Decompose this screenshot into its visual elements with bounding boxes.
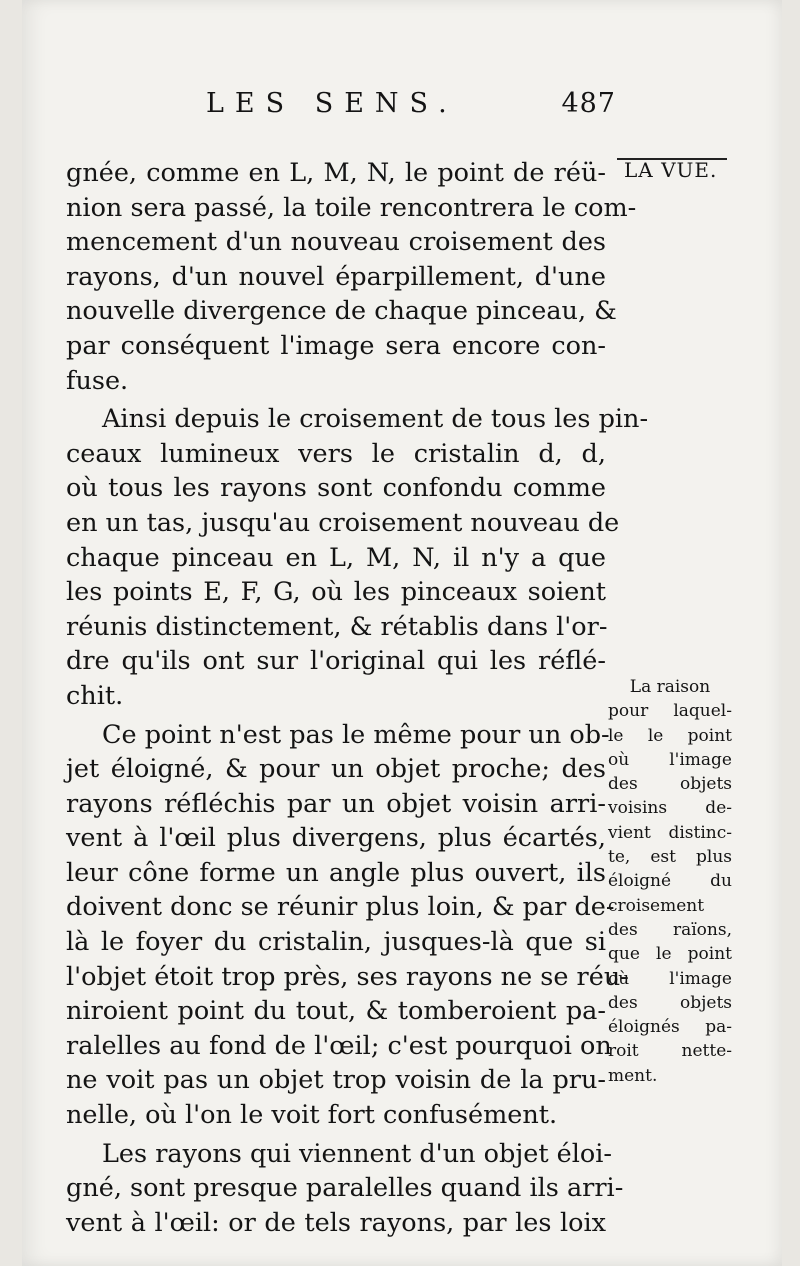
text-line: ne voit pas un objet trop voisin de la pru- (66, 1065, 606, 1096)
margin-note-line: le le point (608, 725, 732, 746)
main-text (66, 156, 649, 1240)
text-line: leur cône forme un angle plus ouvert, ils (66, 857, 606, 888)
text-line: ceaux lumineux vers le cristalin d, d, (66, 438, 606, 469)
text-line: Ainsi depuis le croisement de tous les pin- (102, 404, 649, 435)
margin-note-line: éloigné du (608, 871, 732, 892)
margin-note-line: ment. (608, 1065, 658, 1086)
text-line: dre qu'ils ont sur l'original qui les réflé- (66, 646, 606, 677)
text-line: gnée, comme en L, M, N, le point de réü- (66, 158, 606, 188)
text-line: nouvelle divergence de chaque pinceau, & (66, 296, 617, 327)
text-line: l'objet étoit trop près, ses rayons ne se réu- (66, 961, 629, 992)
page-number: 487 (561, 88, 616, 119)
text-line: nion sera passé, la toile rencontrera le com- (66, 192, 637, 223)
text-line: Les rayons qui viennent d'un objet éloi- (102, 1138, 613, 1169)
text-line: mencement d'un nouveau croisement des (66, 227, 606, 258)
margin-note-line: voisins de- (608, 798, 732, 819)
margin-note-line: des objets (608, 774, 732, 795)
text-line: là le foyer du cristalin, jusques-là que si (66, 927, 606, 958)
margin-note-line: vient distinc- (608, 822, 732, 843)
text-line: en un tas, jusqu'au croisement nouveau de (66, 507, 620, 538)
text-line: niroient point du tout, & tomberoient pa- (66, 996, 606, 1027)
text-line: jet éloigné, & pour un objet proche; des (66, 754, 606, 785)
margin-note-line: des objets (608, 992, 732, 1013)
text-line: nelle, où l'on le voit fort confusément. (66, 1100, 558, 1131)
text-line: chaque pinceau en L, M, N, il n'y a que (66, 542, 606, 573)
text-line: où tous les rayons sont confondu comme (66, 473, 606, 504)
margin-note-line: La raison (629, 677, 711, 697)
text-line: vent à l'œil: or de tels rayons, par les loix (66, 1207, 606, 1238)
text-line: doivent donc se réunir plus loin, & par de- (66, 892, 615, 923)
text-line: réunis distinctement, & rétablis dans l'or- (66, 611, 608, 642)
text-line: fuse. (66, 365, 129, 396)
margin-note-line: te, est plus (608, 847, 732, 868)
margin-note-line: des raïons, (608, 919, 732, 940)
margin-note-line: pour laquel- (608, 701, 732, 722)
page-header (206, 88, 616, 128)
text-line: rayons, d'un nouvel éparpillement, d'une (66, 261, 606, 292)
text-line: les points E, F, G, où les pinceaux soient (66, 577, 606, 608)
margin-note-line: croisement (608, 895, 705, 916)
text-line: chit. (66, 680, 124, 711)
margin-heading: LA VUE. (624, 158, 718, 182)
text-line: gné, sont presque paralelles quand ils arri- (66, 1173, 624, 1204)
margin-note (608, 675, 732, 1088)
margin-note-line: roit nette- (608, 1041, 732, 1062)
margin-note-line: où l'image (608, 968, 732, 989)
text-line: par conséquent l'image sera encore con- (66, 330, 606, 361)
text-line: ralelles au fond de l'œil; c'est pourquoi on (66, 1030, 612, 1061)
margin-note-line: où l'image (608, 749, 732, 770)
text-line: vent à l'œil plus divergens, plus écartés, (66, 823, 606, 854)
margin-note-line: que le point (608, 944, 732, 965)
margin-note-line: éloignés pa- (608, 1017, 732, 1038)
text-line: rayons réfléchis par un objet voisin arri- (66, 788, 606, 819)
text-line: Ce point n'est pas le même pour un ob- (102, 719, 610, 750)
running-title: LES SENS. (206, 88, 458, 119)
